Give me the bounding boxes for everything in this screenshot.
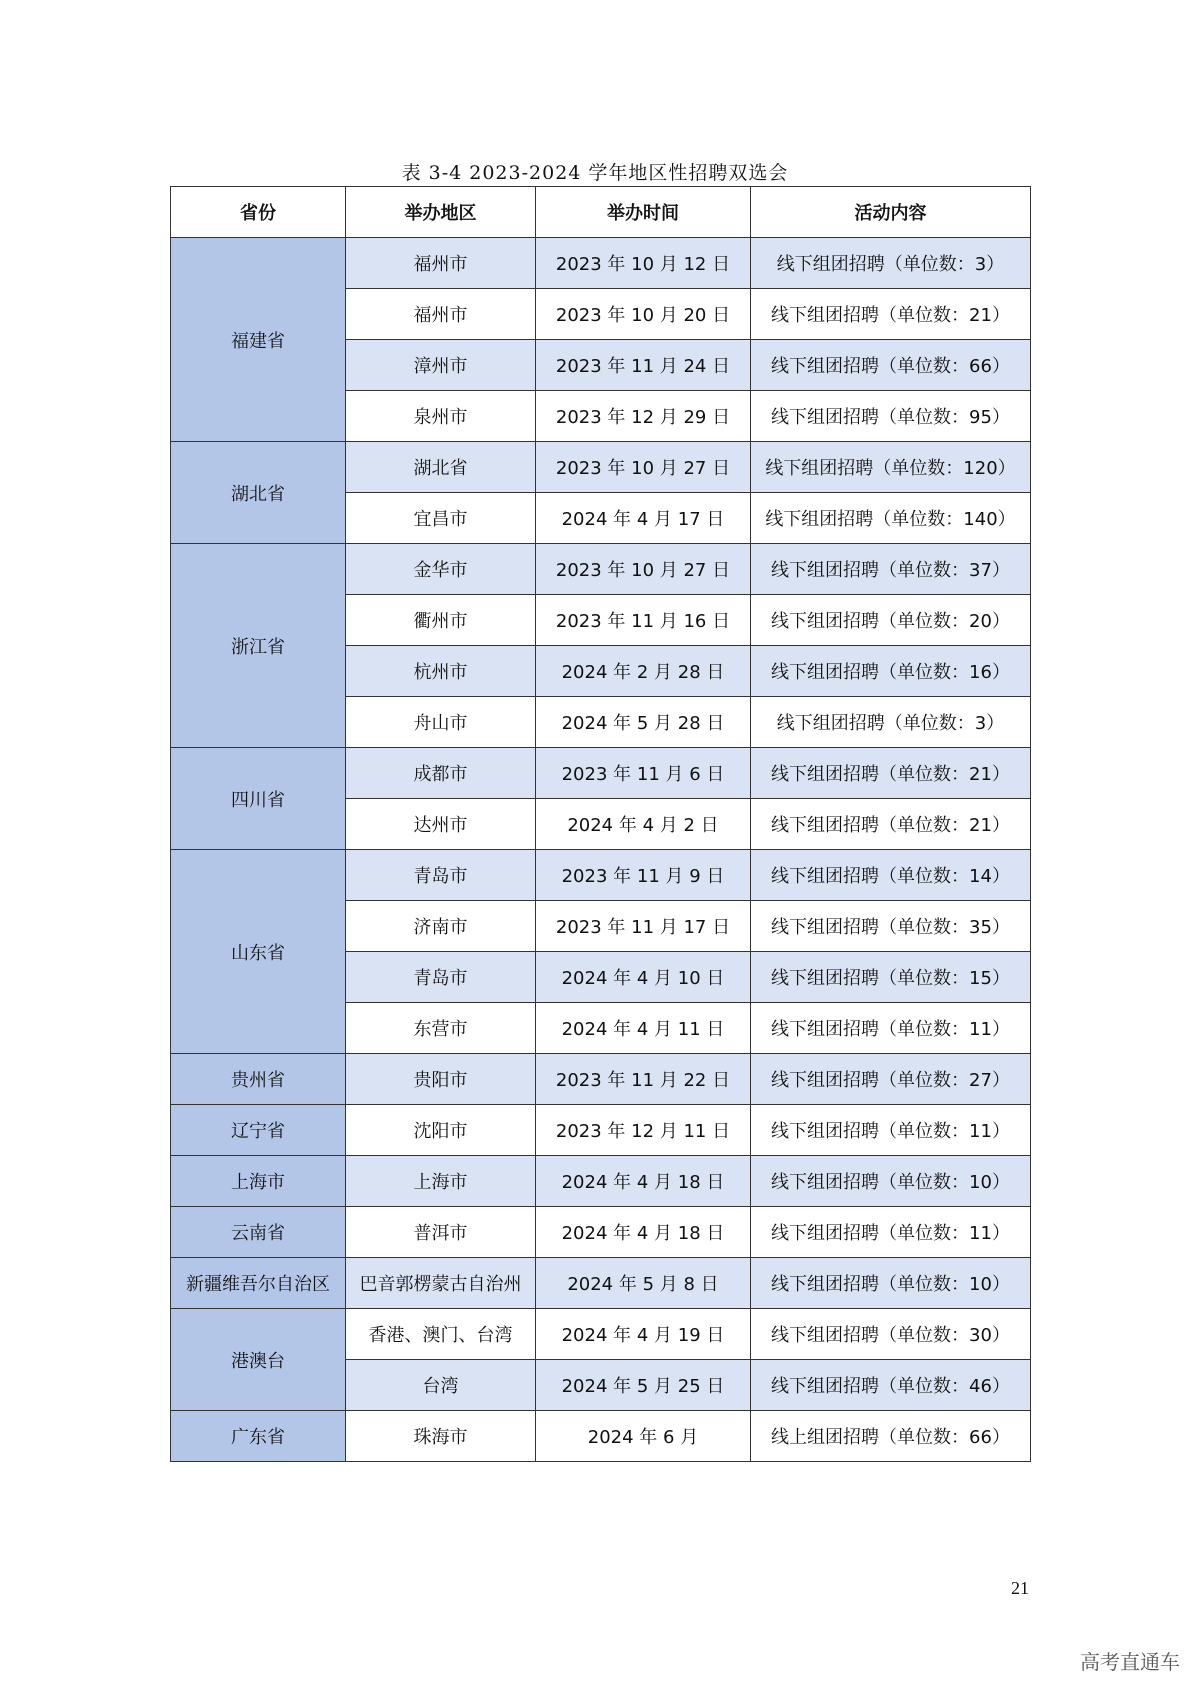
area-cell: 漳州市 [346, 340, 536, 391]
table-caption: 表 3-4 2023-2024 学年地区性招聘双选会 [401, 162, 789, 184]
area-cell: 达州市 [346, 799, 536, 850]
date-cell: 2023 年 11 月 22 日 [536, 1054, 751, 1105]
content-cell: 线下组团招聘（单位数：10） [751, 1156, 1031, 1207]
header-province: 省份 [171, 187, 346, 238]
province-cell: 贵州省 [171, 1054, 346, 1105]
date-cell: 2023 年 11 月 9 日 [536, 850, 751, 901]
date-cell: 2023 年 10 月 27 日 [536, 544, 751, 595]
province-cell: 浙江省 [171, 544, 346, 748]
province-cell: 港澳台 [171, 1309, 346, 1411]
header-date: 举办时间 [536, 187, 751, 238]
area-cell: 成都市 [346, 748, 536, 799]
table-row [171, 1156, 1031, 1207]
date-cell: 2023 年 10 月 12 日 [536, 238, 751, 289]
province-cell: 云南省 [171, 1207, 346, 1258]
date-cell: 2024 年 4 月 2 日 [536, 799, 751, 850]
area-cell: 上海市 [346, 1156, 536, 1207]
table-row [171, 1258, 1031, 1309]
content-cell: 线下组团招聘（单位数：35） [751, 901, 1031, 952]
date-cell: 2023 年 11 月 24 日 [536, 340, 751, 391]
province-cell: 湖北省 [171, 442, 346, 544]
content-cell: 线下组团招聘（单位数：30） [751, 1309, 1031, 1360]
table-row [171, 544, 1031, 595]
province-cell: 广东省 [171, 1411, 346, 1462]
date-cell: 2023 年 12 月 11 日 [536, 1105, 751, 1156]
content-cell: 线下组团招聘（单位数：15） [751, 952, 1031, 1003]
date-cell: 2023 年 11 月 6 日 [536, 748, 751, 799]
date-cell: 2023 年 11 月 17 日 [536, 901, 751, 952]
area-cell: 福州市 [346, 238, 536, 289]
content-cell: 线下组团招聘（单位数：11） [751, 1003, 1031, 1054]
content-cell: 线下组团招聘（单位数：10） [751, 1258, 1031, 1309]
header-area: 举办地区 [346, 187, 536, 238]
area-cell: 福州市 [346, 289, 536, 340]
area-cell: 杭州市 [346, 646, 536, 697]
content-cell: 线下组团招聘（单位数：20） [751, 595, 1031, 646]
province-cell: 福建省 [171, 238, 346, 442]
date-cell: 2024 年 4 月 18 日 [536, 1207, 751, 1258]
date-cell: 2023 年 10 月 27 日 [536, 442, 751, 493]
page-number: 21 [1011, 1578, 1029, 1598]
content-cell: 线下组团招聘（单位数：120） [751, 442, 1031, 493]
area-cell: 湖北省 [346, 442, 536, 493]
area-cell: 普洱市 [346, 1207, 536, 1258]
date-cell: 2024 年 4 月 10 日 [536, 952, 751, 1003]
content-cell: 线下组团招聘（单位数：46） [751, 1360, 1031, 1411]
province-cell: 上海市 [171, 1156, 346, 1207]
area-cell: 济南市 [346, 901, 536, 952]
date-cell: 2024 年 5 月 8 日 [536, 1258, 751, 1309]
content-cell: 线下组团招聘（单位数：140） [751, 493, 1031, 544]
table-row [171, 442, 1031, 493]
date-cell: 2024 年 4 月 18 日 [536, 1156, 751, 1207]
table-row [171, 748, 1031, 799]
table-body [171, 238, 1031, 1462]
content-cell: 线下组团招聘（单位数：21） [751, 748, 1031, 799]
area-cell: 泉州市 [346, 391, 536, 442]
province-cell: 山东省 [171, 850, 346, 1054]
content-cell: 线下组团招聘（单位数：21） [751, 799, 1031, 850]
date-cell: 2024 年 5 月 28 日 [536, 697, 751, 748]
content-cell: 线下组团招聘（单位数：16） [751, 646, 1031, 697]
content-cell: 线上组团招聘（单位数：66） [751, 1411, 1031, 1462]
province-cell: 辽宁省 [171, 1105, 346, 1156]
table-row [171, 1054, 1031, 1105]
content-cell: 线下组团招聘（单位数：66） [751, 340, 1031, 391]
date-cell: 2023 年 11 月 16 日 [536, 595, 751, 646]
table-row [171, 1411, 1031, 1462]
date-cell: 2024 年 5 月 25 日 [536, 1360, 751, 1411]
job-fair-table [170, 186, 1031, 1462]
table-row [171, 1309, 1031, 1360]
area-cell: 台湾 [346, 1360, 536, 1411]
area-cell: 沈阳市 [346, 1105, 536, 1156]
table-row [171, 1207, 1031, 1258]
area-cell: 巴音郭楞蒙古自治州 [346, 1258, 536, 1309]
province-cell: 四川省 [171, 748, 346, 850]
area-cell: 宜昌市 [346, 493, 536, 544]
content-cell: 线下组团招聘（单位数：11） [751, 1105, 1031, 1156]
watermark: 高考直通车 [1080, 1650, 1180, 1674]
date-cell: 2023 年 12 月 29 日 [536, 391, 751, 442]
header-row [171, 187, 1031, 238]
content-cell: 线下组团招聘（单位数：11） [751, 1207, 1031, 1258]
date-cell: 2024 年 4 月 11 日 [536, 1003, 751, 1054]
area-cell: 珠海市 [346, 1411, 536, 1462]
content-cell: 线下组团招聘（单位数：21） [751, 289, 1031, 340]
area-cell: 衢州市 [346, 595, 536, 646]
area-cell: 青岛市 [346, 952, 536, 1003]
area-cell: 金华市 [346, 544, 536, 595]
date-cell: 2023 年 10 月 20 日 [536, 289, 751, 340]
area-cell: 贵阳市 [346, 1054, 536, 1105]
content-cell: 线下组团招聘（单位数：27） [751, 1054, 1031, 1105]
table-row [171, 1105, 1031, 1156]
date-cell: 2024 年 6 月 [536, 1411, 751, 1462]
table-row [171, 850, 1031, 901]
content-cell: 线下组团招聘（单位数：95） [751, 391, 1031, 442]
province-cell: 新疆维吾尔自治区 [171, 1258, 346, 1309]
area-cell: 东营市 [346, 1003, 536, 1054]
date-cell: 2024 年 4 月 19 日 [536, 1309, 751, 1360]
content-cell: 线下组团招聘（单位数：3） [751, 697, 1031, 748]
content-cell: 线下组团招聘（单位数：3） [751, 238, 1031, 289]
date-cell: 2024 年 2 月 28 日 [536, 646, 751, 697]
area-cell: 香港、澳门、台湾 [346, 1309, 536, 1360]
table-row [171, 238, 1031, 289]
area-cell: 舟山市 [346, 697, 536, 748]
area-cell: 青岛市 [346, 850, 536, 901]
content-cell: 线下组团招聘（单位数：14） [751, 850, 1031, 901]
content-cell: 线下组团招聘（单位数：37） [751, 544, 1031, 595]
header-content: 活动内容 [751, 187, 1031, 238]
date-cell: 2024 年 4 月 17 日 [536, 493, 751, 544]
